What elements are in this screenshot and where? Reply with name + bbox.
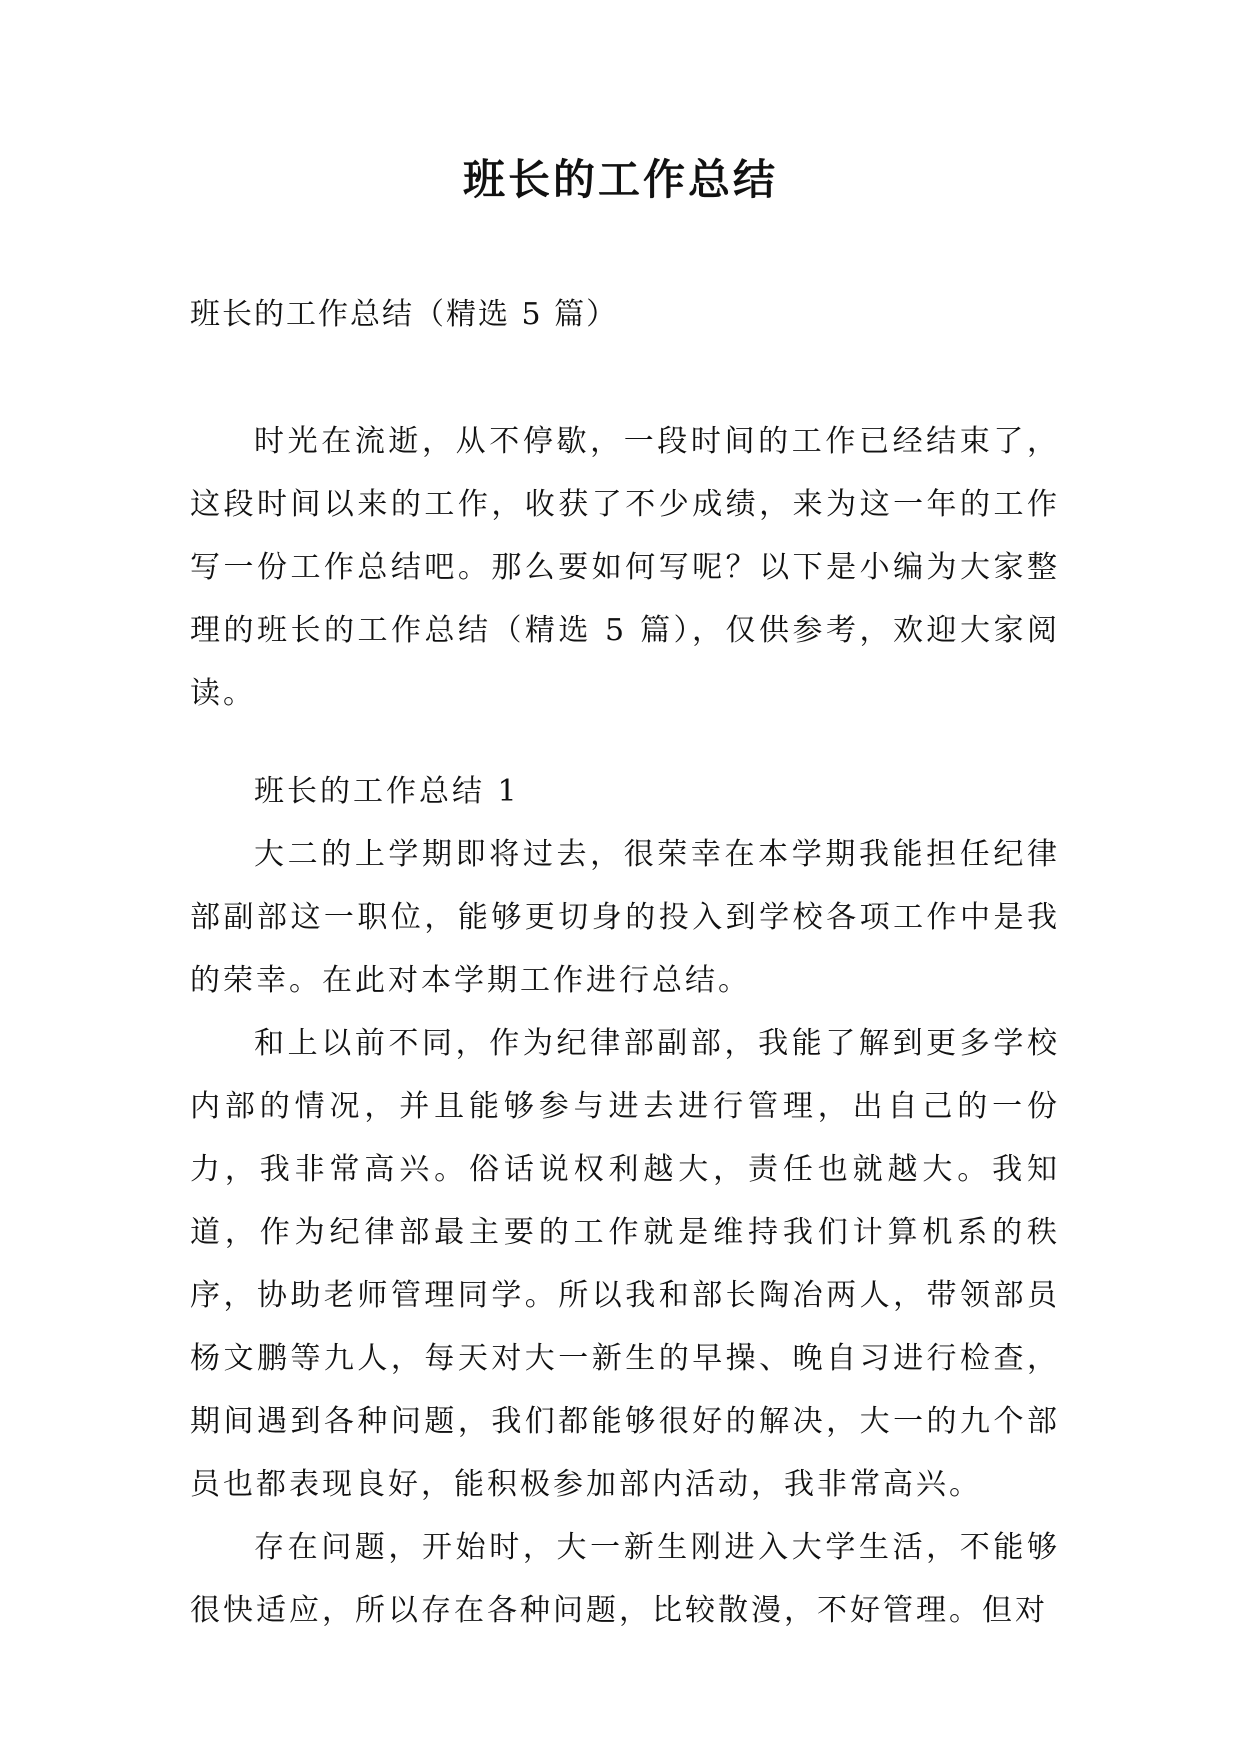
body-paragraph: 和上以前不同，作为纪律部副部，我能了解到更多学校内部的情况，并且能够参与进去进行管理，出自己的一份力，我非常高兴。俗话说权利越大，责任也就越大。我知道，作为纪律部最主要的工作就是维持我们计算机系的秩序，协助老师管理同学。所以我和部长陶冶两人，带领部员杨文鹏等九人，每天对大一新生的早操、晚自习进行检查，期间遇到各种问题，我们都能够很好的解决，大一的九个部员也都表现良好，能积极参加部内活动，我非常高兴。 (190, 1026, 1060, 1502)
body-paragraph: 大二的上学期即将过去，很荣幸在本学期我能担任纪律部副部这一职位，能够更切身的投入到学校各项工作中是我的荣幸。在此对本学期工作进行总结。 (190, 837, 1060, 998)
intro-paragraph: 时光在流逝，从不停歇，一段时间的工作已经结束了，这段时间以来的工作，收获了不少成绩，来为这一年的工作写一份工作总结吧。那么要如何写呢？以下是小编为大家整理的班长的工作总结（精选 5 篇），仅供参考，欢迎大家阅读。 (190, 424, 1060, 711)
section-heading: 班长的工作总结 1 (254, 774, 520, 809)
section-1 (190, 760, 1060, 1642)
body-paragraph: 存在问题，开始时，大一新生刚进入大学生活，不能够很快适应，所以存在各种问题，比较散漫，不好管理。但对 (190, 1530, 1060, 1628)
document-title: 班长的工作总结 (462, 155, 778, 204)
document-subtitle: 班长的工作总结（精选 5 篇） (190, 297, 619, 332)
